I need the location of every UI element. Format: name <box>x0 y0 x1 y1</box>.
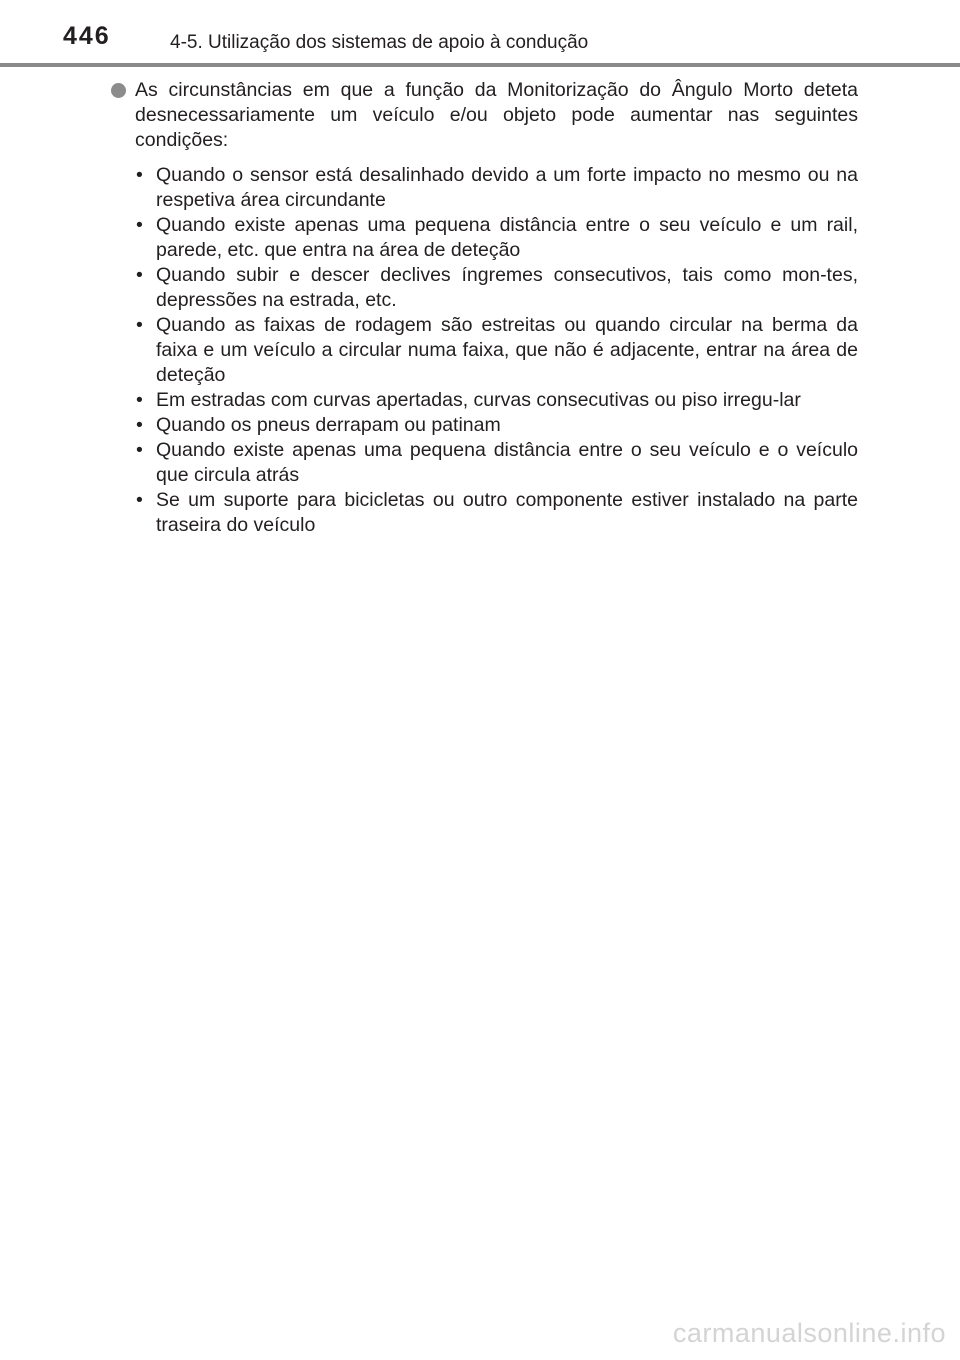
list-item-text: Quando subir e descer declives íngremes consecutivos, tais como mon-tes, depressões na estrada, etc. <box>156 264 858 311</box>
list-item-text: Se um suporte para bicicletas ou outro componente estiver instalado na parte traseira do veículo <box>156 489 858 536</box>
page-number: 446 <box>63 22 111 50</box>
list-item <box>135 213 858 263</box>
list-item <box>135 313 858 388</box>
page-content <box>107 78 858 538</box>
list-item-text: Quando as faixas de rodagem são estreitas ou quando circular na berma da faixa e um veículo a circular numa faixa, que não é adjacente, entrar na área de deteção <box>156 314 858 386</box>
intro-paragraph <box>107 78 858 153</box>
list-item <box>135 263 858 313</box>
list-item <box>135 413 858 438</box>
list-item <box>135 488 858 538</box>
bullet-dot-icon: • <box>136 414 143 436</box>
bullet-dot-icon: • <box>136 314 143 336</box>
bullet-dot-icon: • <box>136 389 143 411</box>
site-watermark: carmanualsonline.info <box>672 1318 946 1348</box>
list-item <box>135 438 858 488</box>
bullet-dot-icon: • <box>136 489 143 511</box>
list-item-text: Quando o sensor está desalinhado devido a um forte impacto no mesmo ou na respetiva área circundante <box>156 164 858 211</box>
list-item-text: Em estradas com curvas apertadas, curvas consecutivas ou piso irregu-lar <box>156 389 801 411</box>
header-divider <box>0 63 960 67</box>
list-item-text: Quando existe apenas uma pequena distância entre o seu veículo e um rail, parede, etc. que entra na área de deteção <box>156 214 858 261</box>
bullet-dot-icon: • <box>136 264 143 286</box>
list-item <box>135 388 858 413</box>
list-item-text: Quando existe apenas uma pequena distância entre o seu veículo e o veículo que circula atrás <box>156 439 858 486</box>
round-bullet-icon <box>111 83 126 98</box>
list-item-text: Quando os pneus derrapam ou patinam <box>156 414 501 436</box>
section-title: 4-5. Utilização dos sistemas de apoio à condução <box>170 32 589 53</box>
conditions-list <box>107 163 858 538</box>
bullet-dot-icon: • <box>136 214 143 236</box>
bullet-dot-icon: • <box>136 164 143 186</box>
intro-text: As circunstâncias em que a função da Monitorização do Ângulo Morto deteta desnecessariamente um veículo e/ou objeto pode aumentar nas seguintes condições: <box>135 79 858 151</box>
list-item <box>135 163 858 213</box>
bullet-dot-icon: • <box>136 439 143 461</box>
